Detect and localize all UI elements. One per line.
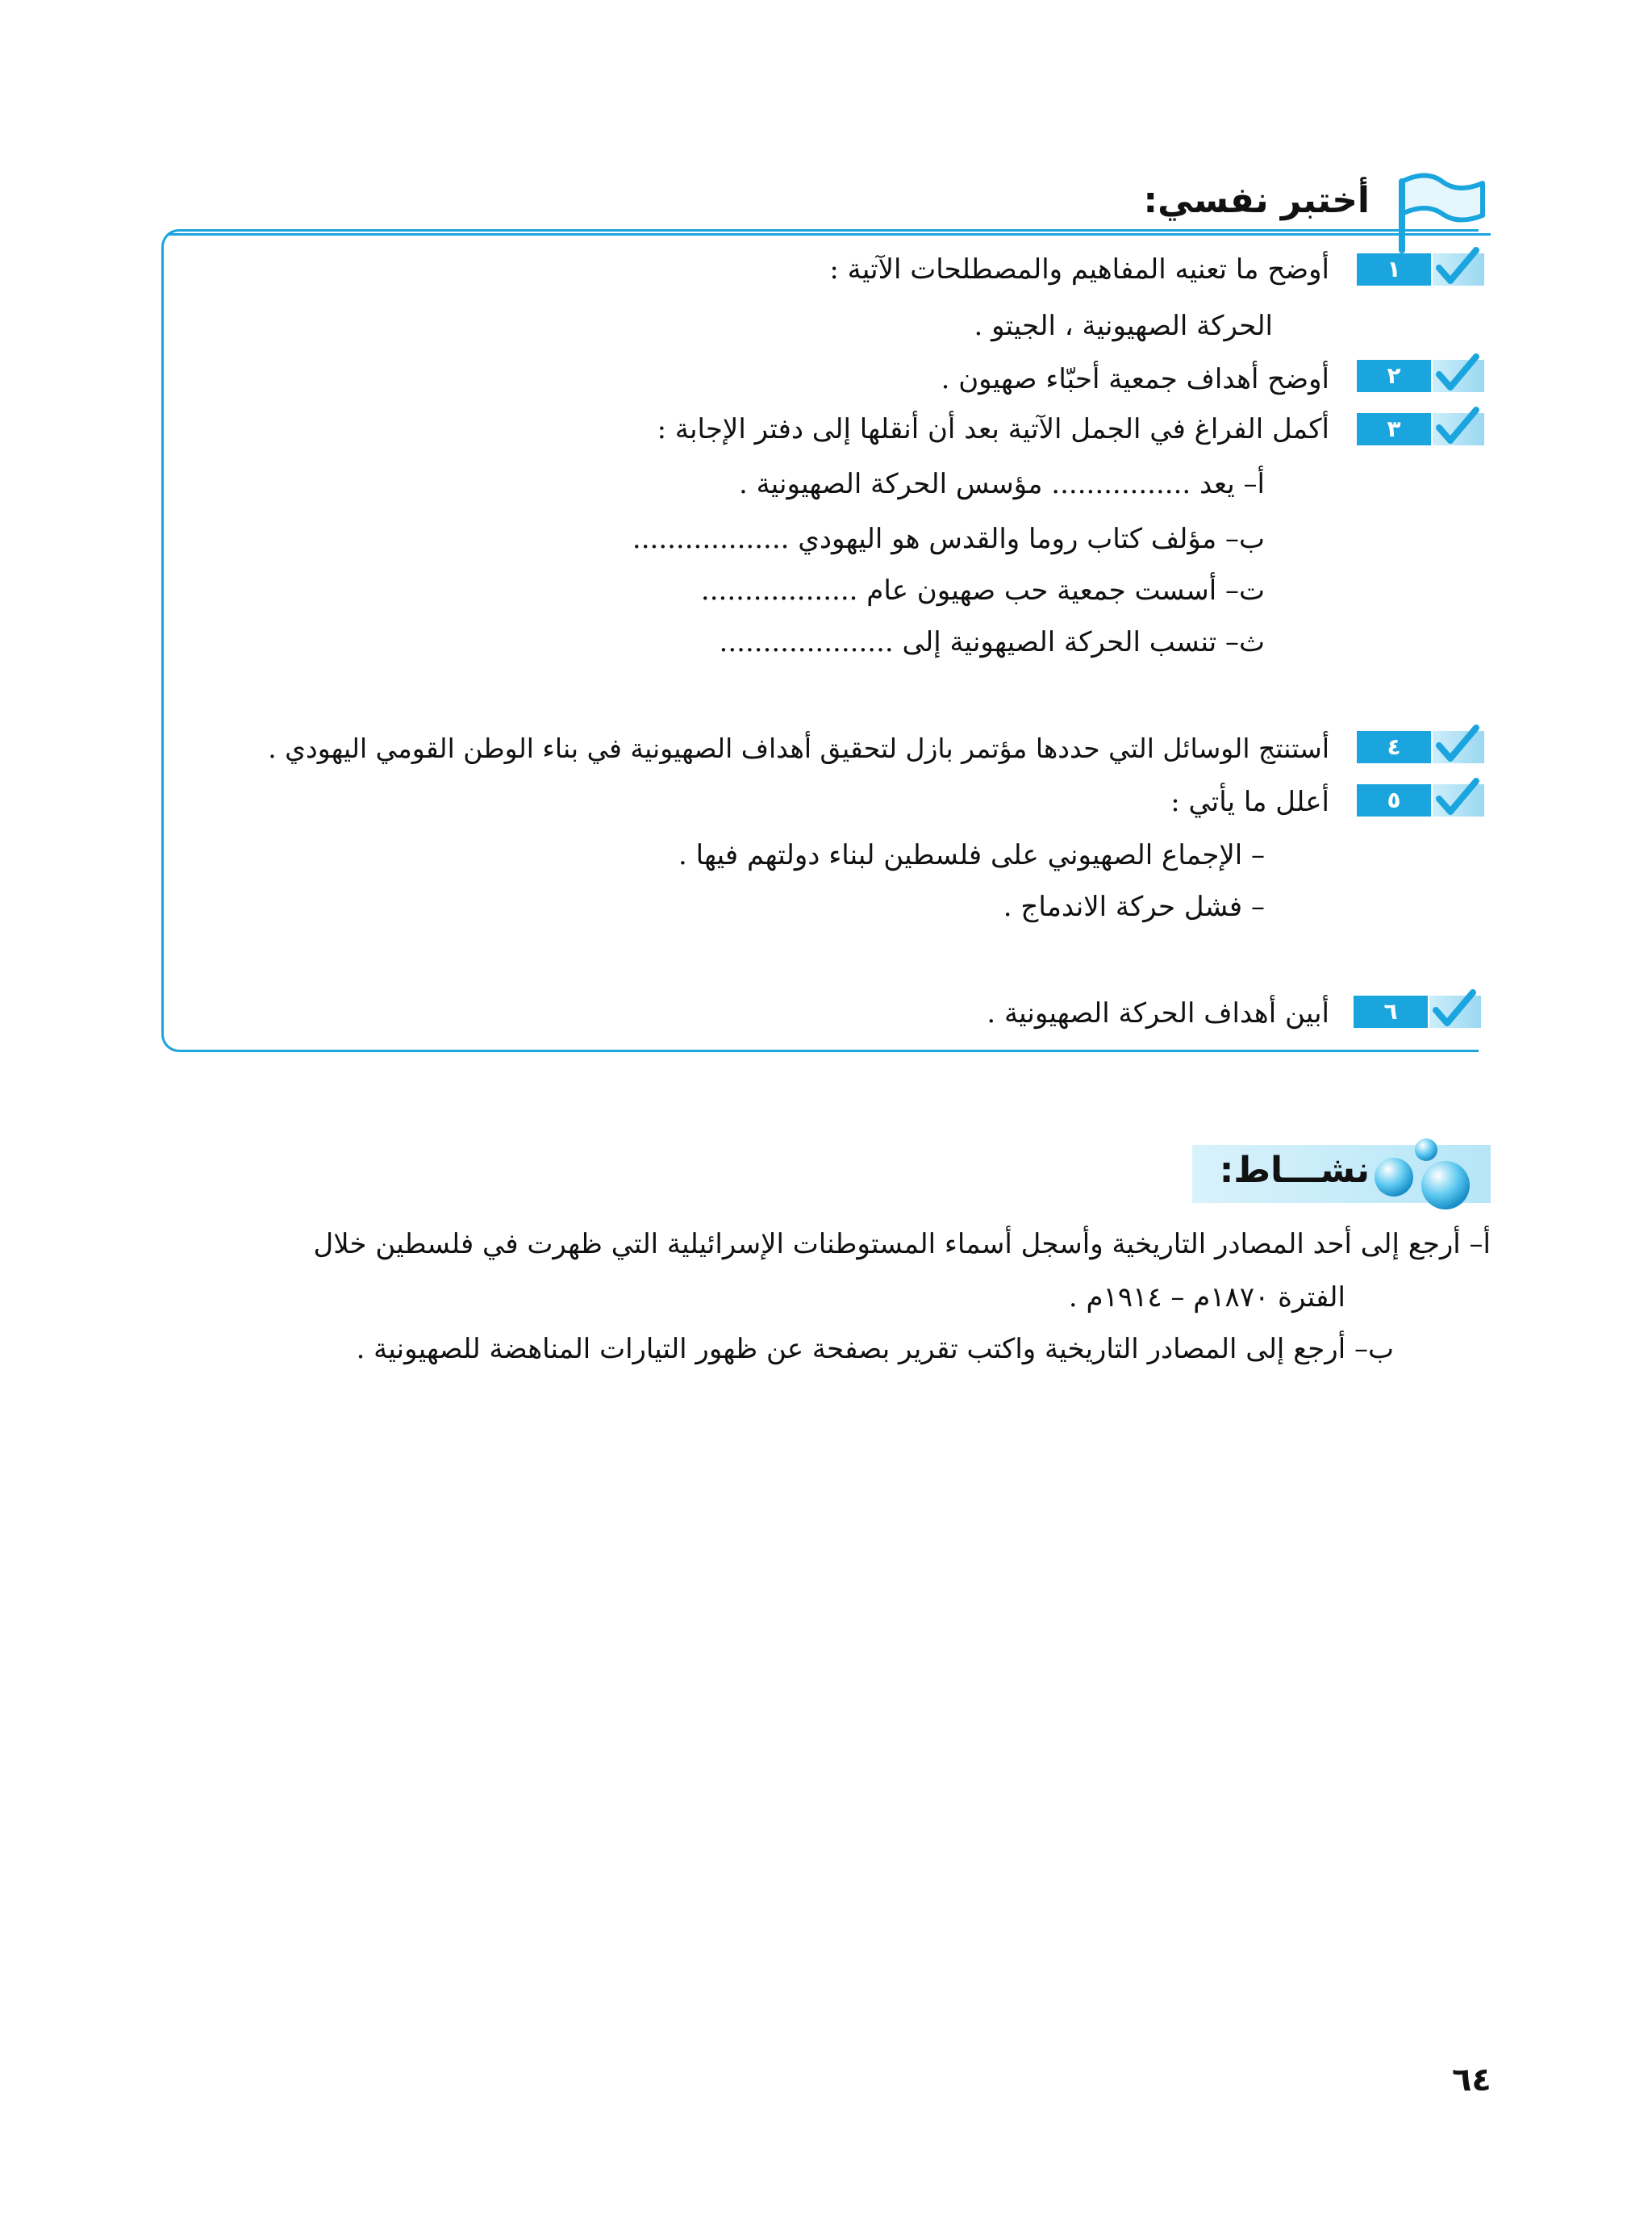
- question-number: ٦: [1354, 996, 1428, 1028]
- checkmark-icon: [1433, 245, 1481, 289]
- checkmark-icon: [1433, 405, 1481, 449]
- question-text: أوضح ما تعنيه المفاهيم والمصطلحات الآتية :: [829, 253, 1329, 286]
- test-title: أختبر نفسي:: [1143, 180, 1370, 221]
- question-number: ٣: [1357, 413, 1431, 445]
- question-marker: [1355, 729, 1484, 765]
- reason-item: – الإجماع الصهيوني على فلسطين لبناء دولتهم فيها .: [678, 839, 1265, 871]
- question-text: أستنتج الوسائل التي حددها مؤتمر بازل لتحقيق أهداف الصهيونية في بناء الوطن القومي اليهودي .: [268, 733, 1329, 764]
- question-text: أبين أهداف الحركة الصهيونية .: [987, 997, 1329, 1030]
- bubbles-icon: [1362, 1134, 1475, 1222]
- question-marker: [1355, 783, 1484, 818]
- page-number: ٦٤: [1452, 2061, 1491, 2099]
- question-text: أوضح أهداف جمعية أحبّاء صهيون .: [941, 363, 1329, 395]
- question-marker: [1355, 411, 1484, 447]
- activity-item-continuation: الفترة ١٨٧٠م – ١٩١٤م .: [1068, 1281, 1345, 1314]
- activity-item: ب– أرجع إلى المصادر التاريخية واكتب تقرير بصفحة عن ظهور التيارات المناهضة للصهيونية .: [356, 1333, 1394, 1365]
- checkmark-icon: [1429, 988, 1478, 1031]
- reason-item: – فشل حركة الاندماج .: [1003, 891, 1265, 923]
- question-number: ٤: [1357, 731, 1431, 763]
- activity-title: نشـــاط:: [1219, 1150, 1370, 1191]
- fill-blank-item: ب– مؤلف كتاب روما والقدس هو اليهودي ..................: [632, 523, 1265, 555]
- question-marker: [1355, 252, 1484, 287]
- fill-blank-item: ت– أسست جمعية حب صهيون عام ..................: [700, 574, 1265, 607]
- fill-blank-item: أ– يعد ................ مؤسس الحركة الصهيونية .: [738, 468, 1265, 500]
- question-marker: [1352, 994, 1481, 1030]
- question-text: أعلل ما يأتي :: [1170, 786, 1329, 818]
- checkmark-icon: [1433, 723, 1481, 766]
- fill-blank-item: ث– تنسب الحركة الصيهونية إلى ....................: [719, 626, 1265, 658]
- question-number: ٥: [1357, 784, 1431, 817]
- activity-header: [1152, 1134, 1491, 1222]
- question-subtext: الحركة الصهيونية ، الجيتو .: [974, 310, 1273, 342]
- question-number: ٢: [1357, 360, 1431, 392]
- question-text: أكمل الفراغ في الجمل الآتية بعد أن أنقلها إلى دفتر الإجابة :: [657, 413, 1329, 445]
- question-marker: [1355, 358, 1484, 394]
- question-number: ١: [1357, 253, 1431, 286]
- activity-item: أ– أرجع إلى أحد المصادر التاريخية وأسجل أسماء المستوطنات الإسرائيلية التي ظهرت في فلسطين خلال: [313, 1228, 1491, 1260]
- checkmark-icon: [1433, 776, 1481, 820]
- checkmark-icon: [1433, 352, 1481, 395]
